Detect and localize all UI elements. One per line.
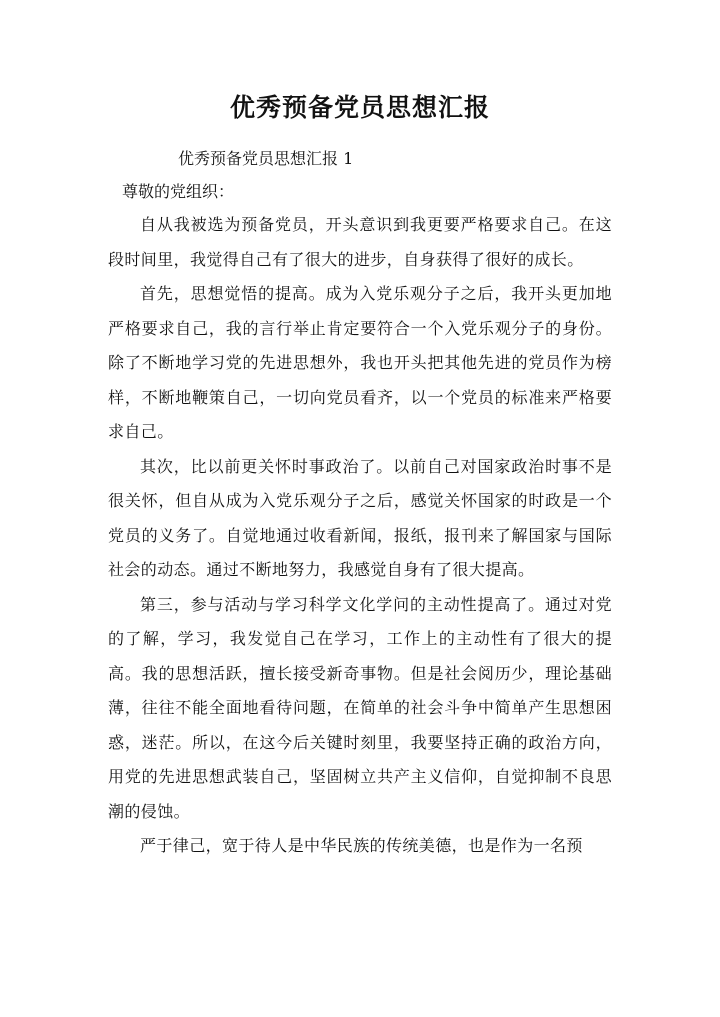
paragraph-3: 其次，比以前更关怀时事政治了。以前自己对国家政治时事不是很关怀，但自从成为入党乐观分子之后，感觉关怀国家的时政是一个党员的义务了。自觉地通过收看新闻，报纸，报刊来了解国家与国际社会的动态。通过不断地努力，我感觉自身有了很大提高。 — [108, 456, 612, 579]
paragraph-4: 第三，参与活动与学习科学文化学问的主动性提高了。通过对党的了解，学习，我发觉自己在学习，工作上的主动性有了很大的提高。我的思想活跃，擅长接受新奇事物。但是社会阅历少，理论基础薄，往往不能全面地看待问题，在简单的社会斗争中简单产生思想困惑，迷茫。所以，在这今后关键时刻里，我要坚持正确的政治方向，用党的先进思想武装自己，坚固树立共产主义信仰，自觉抑制不良思潮的侵蚀。 — [108, 594, 612, 821]
document-title: 优秀预备党员思想汇报 — [229, 93, 490, 122]
paragraph-1: 自从我被选为预备党员，开头意识到我更要严格要求自己。在这段时间里，我觉得自己有了很大的进步，自身获得了很好的成长。 — [108, 215, 612, 269]
paragraph-5: 严于律己，宽于待人是中华民族的传统美德，也是作为一名预 — [140, 836, 583, 855]
salutation: 尊敬的党组织： — [122, 182, 235, 201]
document-subtitle: 优秀预备党员思想汇报 1 — [178, 149, 354, 168]
document-body — [108, 208, 612, 864]
paragraph-2: 首先，思想觉悟的提高。成为入党乐观分子之后，我开头更加地严格要求自己，我的言行举止肯定要符合一个入党乐观分子的身份。除了不断地学习党的先进思想外，我也开头把其他先进的党员作为榜样，不断地鞭策自己，一切向党员看齐，以一个党员的标准来严格要求自己。 — [108, 284, 612, 441]
